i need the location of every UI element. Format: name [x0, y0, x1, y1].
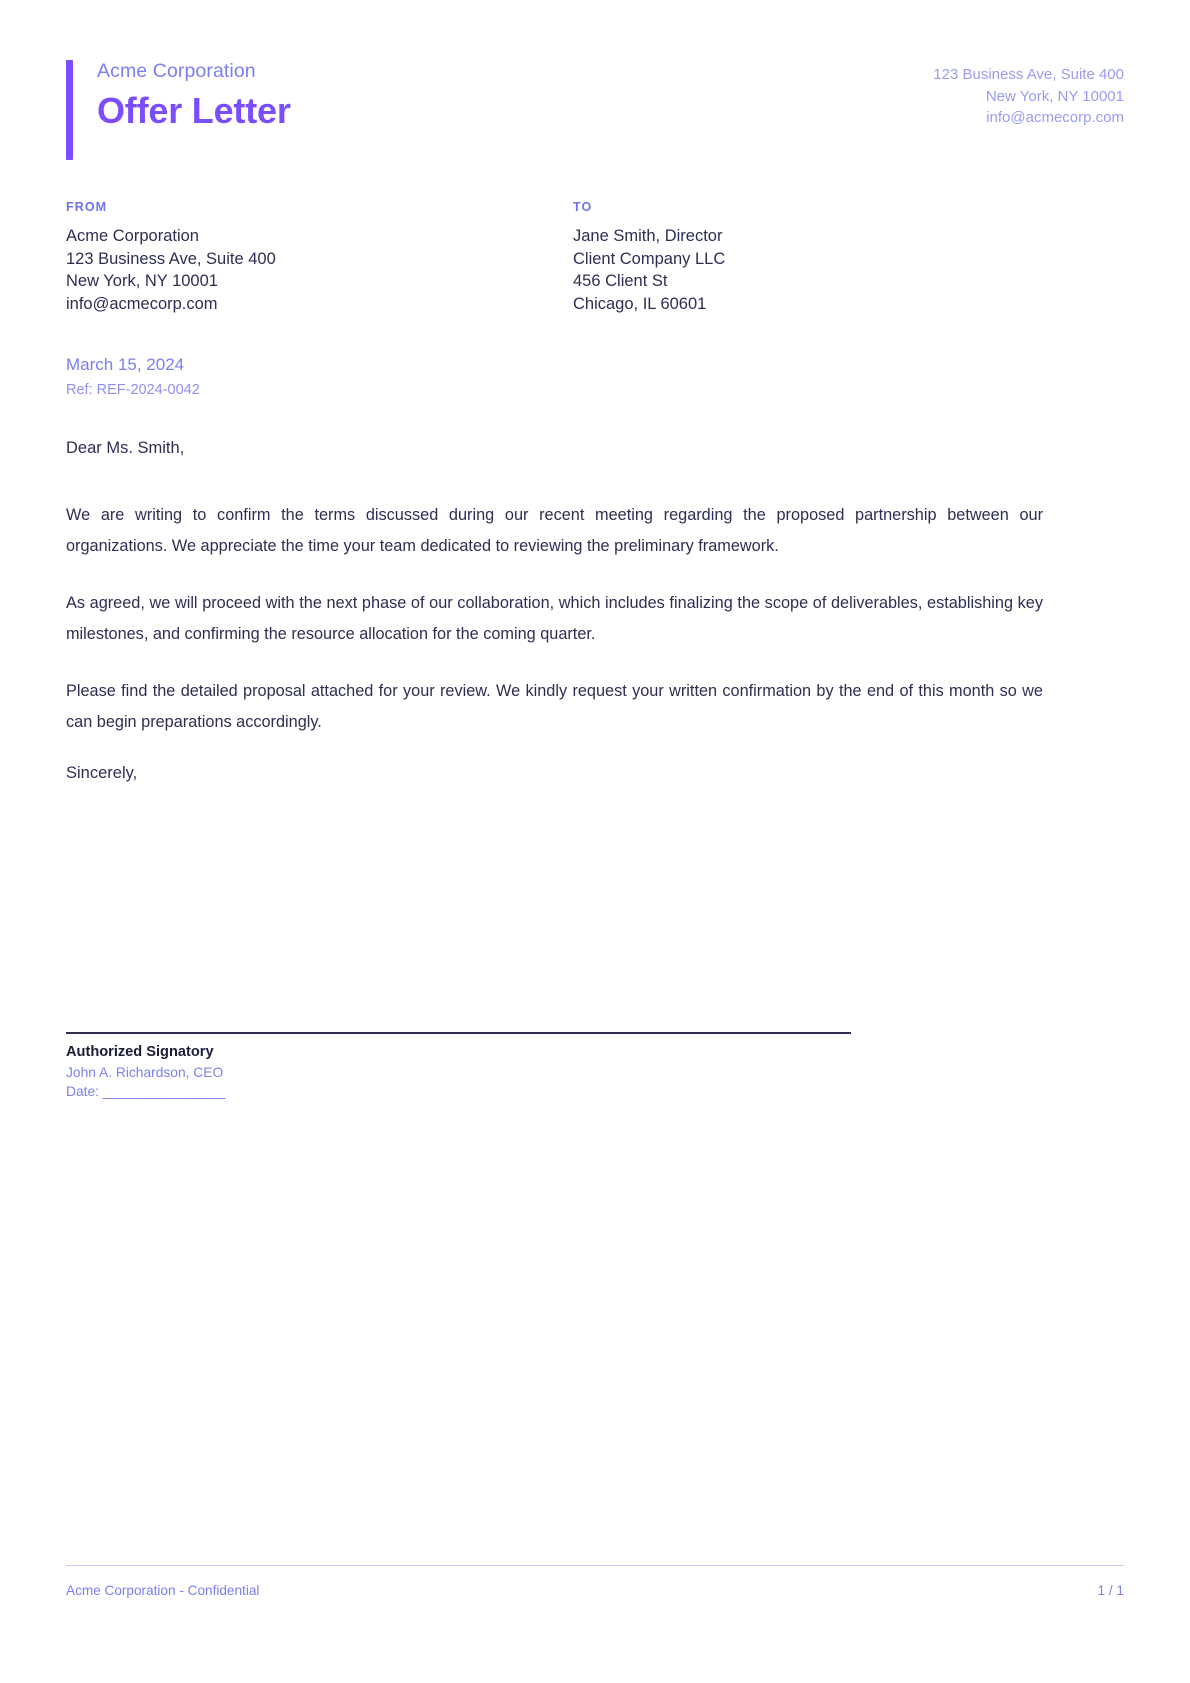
address-row — [66, 200, 1124, 320]
signature-date-field: Date: ________________ — [66, 1084, 226, 1099]
letter-meta — [66, 353, 200, 401]
salutation: Dear Ms. Smith, — [66, 439, 185, 457]
to-line-2: Client Company LLC — [573, 249, 726, 268]
to-line-4: Chicago, IL 60601 — [573, 294, 707, 313]
signature-line — [66, 1032, 851, 1034]
footer-row — [66, 1582, 1124, 1600]
header-titles — [97, 58, 291, 135]
signature-block — [66, 962, 851, 1101]
signature-space — [66, 962, 851, 1032]
header-contact-block — [933, 64, 1124, 129]
footer-page-number: 1 / 1 — [1097, 1583, 1124, 1598]
letter-header — [66, 58, 1124, 163]
body-paragraph-1: We are writing to confirm the terms discussed during our recent meeting regarding the proposed partnership between our organizations. We appreciate the time your team dedicated to reviewing the preliminary framework. — [66, 506, 1043, 555]
letter-reference: Ref: REF-2024-0042 — [66, 382, 200, 398]
accent-bar-icon — [66, 60, 73, 160]
footer-divider — [66, 1565, 1124, 1566]
closing-line: Sincerely, — [66, 764, 138, 782]
header-contact-line-2: New York, NY 10001 — [985, 87, 1124, 105]
signatory-role: Authorized Signatory — [66, 1044, 214, 1060]
page-title: Offer Letter — [97, 90, 291, 131]
header-contact-line-1: 123 Business Ave, Suite 400 — [933, 66, 1124, 83]
header-contact-email: info@acmecorp.com — [986, 109, 1124, 126]
from-line-2: 123 Business Ave, Suite 400 — [66, 249, 276, 268]
body-paragraph-2: As agreed, we will proceed with the next phase of our collaboration, which includes finalizing the scope of deliverables, establishing key milestones, and confirming the resource allocation for the coming quarter. — [66, 594, 1043, 643]
footer-confidentiality-text: Acme Corporation - Confidential — [66, 1583, 260, 1598]
to-label: TO — [573, 200, 593, 214]
from-address-block — [66, 200, 276, 315]
to-line-3: 456 Client St — [573, 272, 668, 290]
from-label: FROM — [66, 200, 108, 214]
signatory-name: John A. Richardson, CEO — [66, 1065, 224, 1080]
from-line-1: Acme Corporation — [66, 227, 199, 245]
from-line-3: New York, NY 10001 — [66, 272, 218, 290]
from-line-4: info@acmecorp.com — [66, 294, 218, 313]
body-paragraph-3: Please find the detailed proposal attached for your review. We kindly request your written confirmation by the end of this month so we can begin preparations accordingly. — [66, 682, 1043, 731]
body-copy — [66, 500, 1043, 764]
letter-footer — [66, 1565, 1124, 1600]
header-company-name: Acme Corporation — [97, 60, 256, 82]
to-line-1: Jane Smith, Director — [573, 227, 723, 245]
letter-date: March 15, 2024 — [66, 355, 185, 374]
to-address-block — [573, 200, 725, 315]
